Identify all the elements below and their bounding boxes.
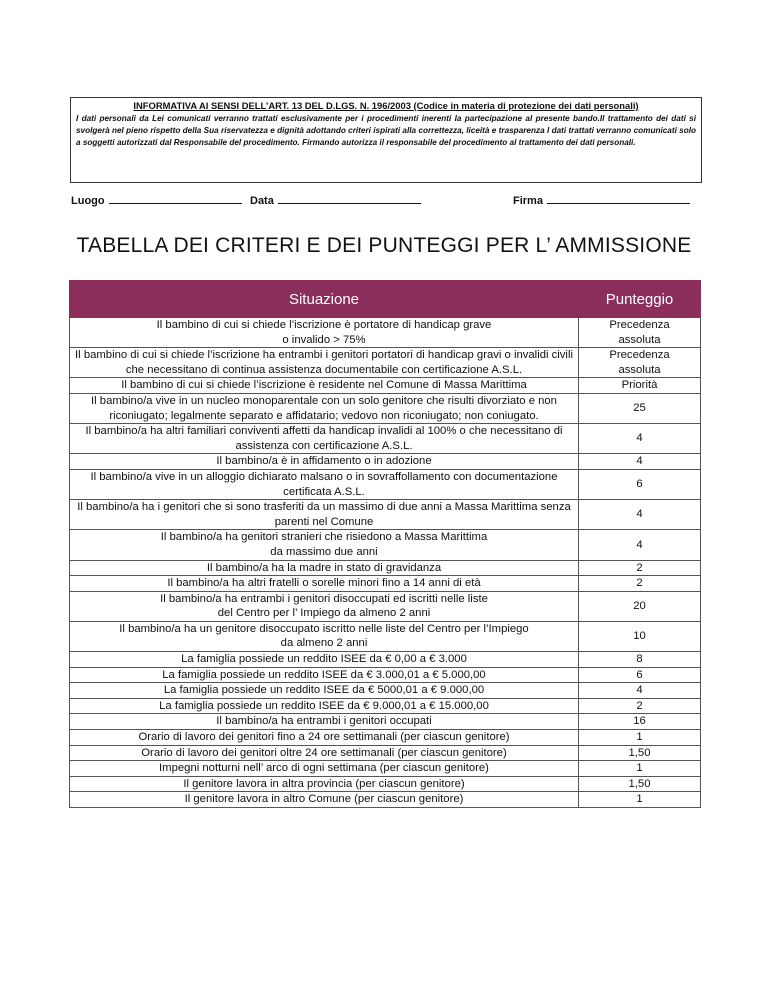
table-row [70,500,701,530]
score-cell: 1,50 [579,776,701,792]
score-cell: 4 [579,424,701,454]
score-cell: 8 [579,652,701,668]
score-cell: Priorità [579,378,701,394]
table-row [70,698,701,714]
score-cell: 4 [579,530,701,560]
criteria-table [69,280,701,808]
situation-cell: Il bambino/a ha genitori stranieri che risiedono a Massa Marittima da massimo due anni [70,530,579,560]
score-cell: 1 [579,792,701,808]
table-row [70,469,701,499]
score-cell: 1,50 [579,745,701,761]
table-row [70,393,701,423]
table-row [70,591,701,621]
table-row [70,730,701,746]
situation-cell: La famiglia possiede un reddito ISEE da € 5000,01 a € 9.000,00 [70,683,579,699]
firma-field[interactable] [513,193,690,207]
score-cell: 10 [579,621,701,651]
situation-cell: La famiglia possiede un reddito ISEE da € 3.000,01 a € 5.000,00 [70,667,579,683]
score-cell: 2 [579,698,701,714]
table-row [70,621,701,651]
header-score: Punteggio [579,281,701,318]
table-row [70,424,701,454]
privacy-notice-title: INFORMATIVA AI SENSI DELL’ART. 13 DEL D.LGS. N. 196/2003 (Codice in materia di protezione dei dati personali) [133,100,639,111]
privacy-notice [70,97,702,183]
situation-cell: Il bambino/a ha altri fratelli o sorelle minori fino a 14 anni di età [70,576,579,592]
data-blank-line[interactable] [278,193,421,204]
situation-cell: Il bambino/a ha altri familiari conviventi affetti da handicap invalidi al 100% o che necessitano di assistenza con certificazione A.S.L. [70,424,579,454]
situation-cell: Il genitore lavora in altra provincia (per ciascun genitore) [70,776,579,792]
luogo-blank-line[interactable] [109,193,242,204]
score-cell: Precedenza assoluta [579,348,701,378]
score-cell: 4 [579,454,701,470]
situation-cell: Il bambino/a ha entrambi i genitori disoccupati ed iscritti nelle liste del Centro per l’ Impiego da almeno 2 anni [70,591,579,621]
table-row [70,454,701,470]
situation-cell: Orario di lavoro dei genitori oltre 24 ore settimanali (per ciascun genitore) [70,745,579,761]
situation-cell: Il bambino/a ha un genitore disoccupato iscritto nelle liste del Centro per l’Impiego da almeno 2 anni [70,621,579,651]
table-row [70,745,701,761]
score-cell: 4 [579,683,701,699]
situation-cell: Orario di lavoro dei genitori fino a 24 ore settimanali (per ciascun genitore) [70,730,579,746]
situation-cell: Il bambino/a ha entrambi i genitori occupati [70,714,579,730]
situation-cell: La famiglia possiede un reddito ISEE da € 0,00 a € 3.000 [70,652,579,668]
luogo-label: Luogo [71,195,105,207]
score-cell: 20 [579,591,701,621]
table-row [70,378,701,394]
situation-cell: Impegni notturni nell’ arco di ogni settimana (per ciascun genitore) [70,761,579,777]
score-cell: 16 [579,714,701,730]
table-row [70,560,701,576]
firma-label: Firma [513,195,543,207]
situation-cell: Il bambino di cui si chiede l’iscrizione ha entrambi i genitori portatori di handicap gravi o invalidi civili che necessitano di continua assistenza documentabile con certificazione A.S.L. [70,348,579,378]
header-situation: Situazione [70,281,579,318]
score-cell: 25 [579,393,701,423]
table-header-row [70,281,701,318]
table-row [70,761,701,777]
situation-cell: Il bambino/a vive in un nucleo monoparentale con un solo genitore che risulti divorziato e non riconiugato; legalmente separato e affidatario; vedovo non riconiugato; non coniugato. [70,393,579,423]
situation-cell: Il bambino/a ha i genitori che si sono trasferiti da un massimo di due anni a Massa Marittima senza parenti nel Comune [70,500,579,530]
table-row [70,792,701,808]
score-cell: 2 [579,560,701,576]
score-cell: 4 [579,500,701,530]
table-row [70,714,701,730]
table-row [70,348,701,378]
score-cell: 2 [579,576,701,592]
situation-cell: Il bambino di cui si chiede l’iscrizione è portatore di handicap grave o invalido > 75% [70,318,579,348]
situation-cell: Il bambino/a è in affidamento o in adozione [70,454,579,470]
table-row [70,652,701,668]
score-cell: 6 [579,469,701,499]
data-field[interactable] [250,193,421,207]
situation-cell: La famiglia possiede un reddito ISEE da € 9.000,01 a € 15.000,00 [70,698,579,714]
table-row [70,667,701,683]
table-row [70,683,701,699]
luogo-field[interactable] [71,193,242,207]
score-cell: 1 [579,761,701,777]
situation-cell: Il genitore lavora in altro Comune (per ciascun genitore) [70,792,579,808]
situation-cell: Il bambino/a vive in un alloggio dichiarato malsano o in sovraffollamento con documentazione certificata A.S.L. [70,469,579,499]
score-cell: Precedenza assoluta [579,318,701,348]
situation-cell: Il bambino di cui si chiede l’iscrizione è residente nel Comune di Massa Marittima [70,378,579,394]
situation-cell: Il bambino/a ha la madre in stato di gravidanza [70,560,579,576]
table-row [70,576,701,592]
score-cell: 6 [579,667,701,683]
table-row [70,530,701,560]
table-row [70,318,701,348]
page-title: TABELLA DEI CRITERI E DEI PUNTEGGI PER L’ AMMISSIONE [76,234,692,257]
criteria-table-body [70,318,701,808]
firma-blank-line[interactable] [547,193,690,204]
table-row [70,776,701,792]
privacy-notice-body: I dati personali da Lei comunicati verranno trattati esclusivamente per i procedimenti inerenti la partecipazione al presente bando.Il trattamento dei dati si svolgerà nel pieno rispetto della Sua riservatezza e dignità adottando criteri ispirati alla correttezza, liceità e trasparenza I dati trattati verranno comunicati solo a soggetti autorizzati dal Responsabile del procedimento. Firmando autorizza il responsabile del procedimento al trattamento dei dati personali. [76,114,696,148]
score-cell: 1 [579,730,701,746]
data-label: Data [250,195,274,207]
